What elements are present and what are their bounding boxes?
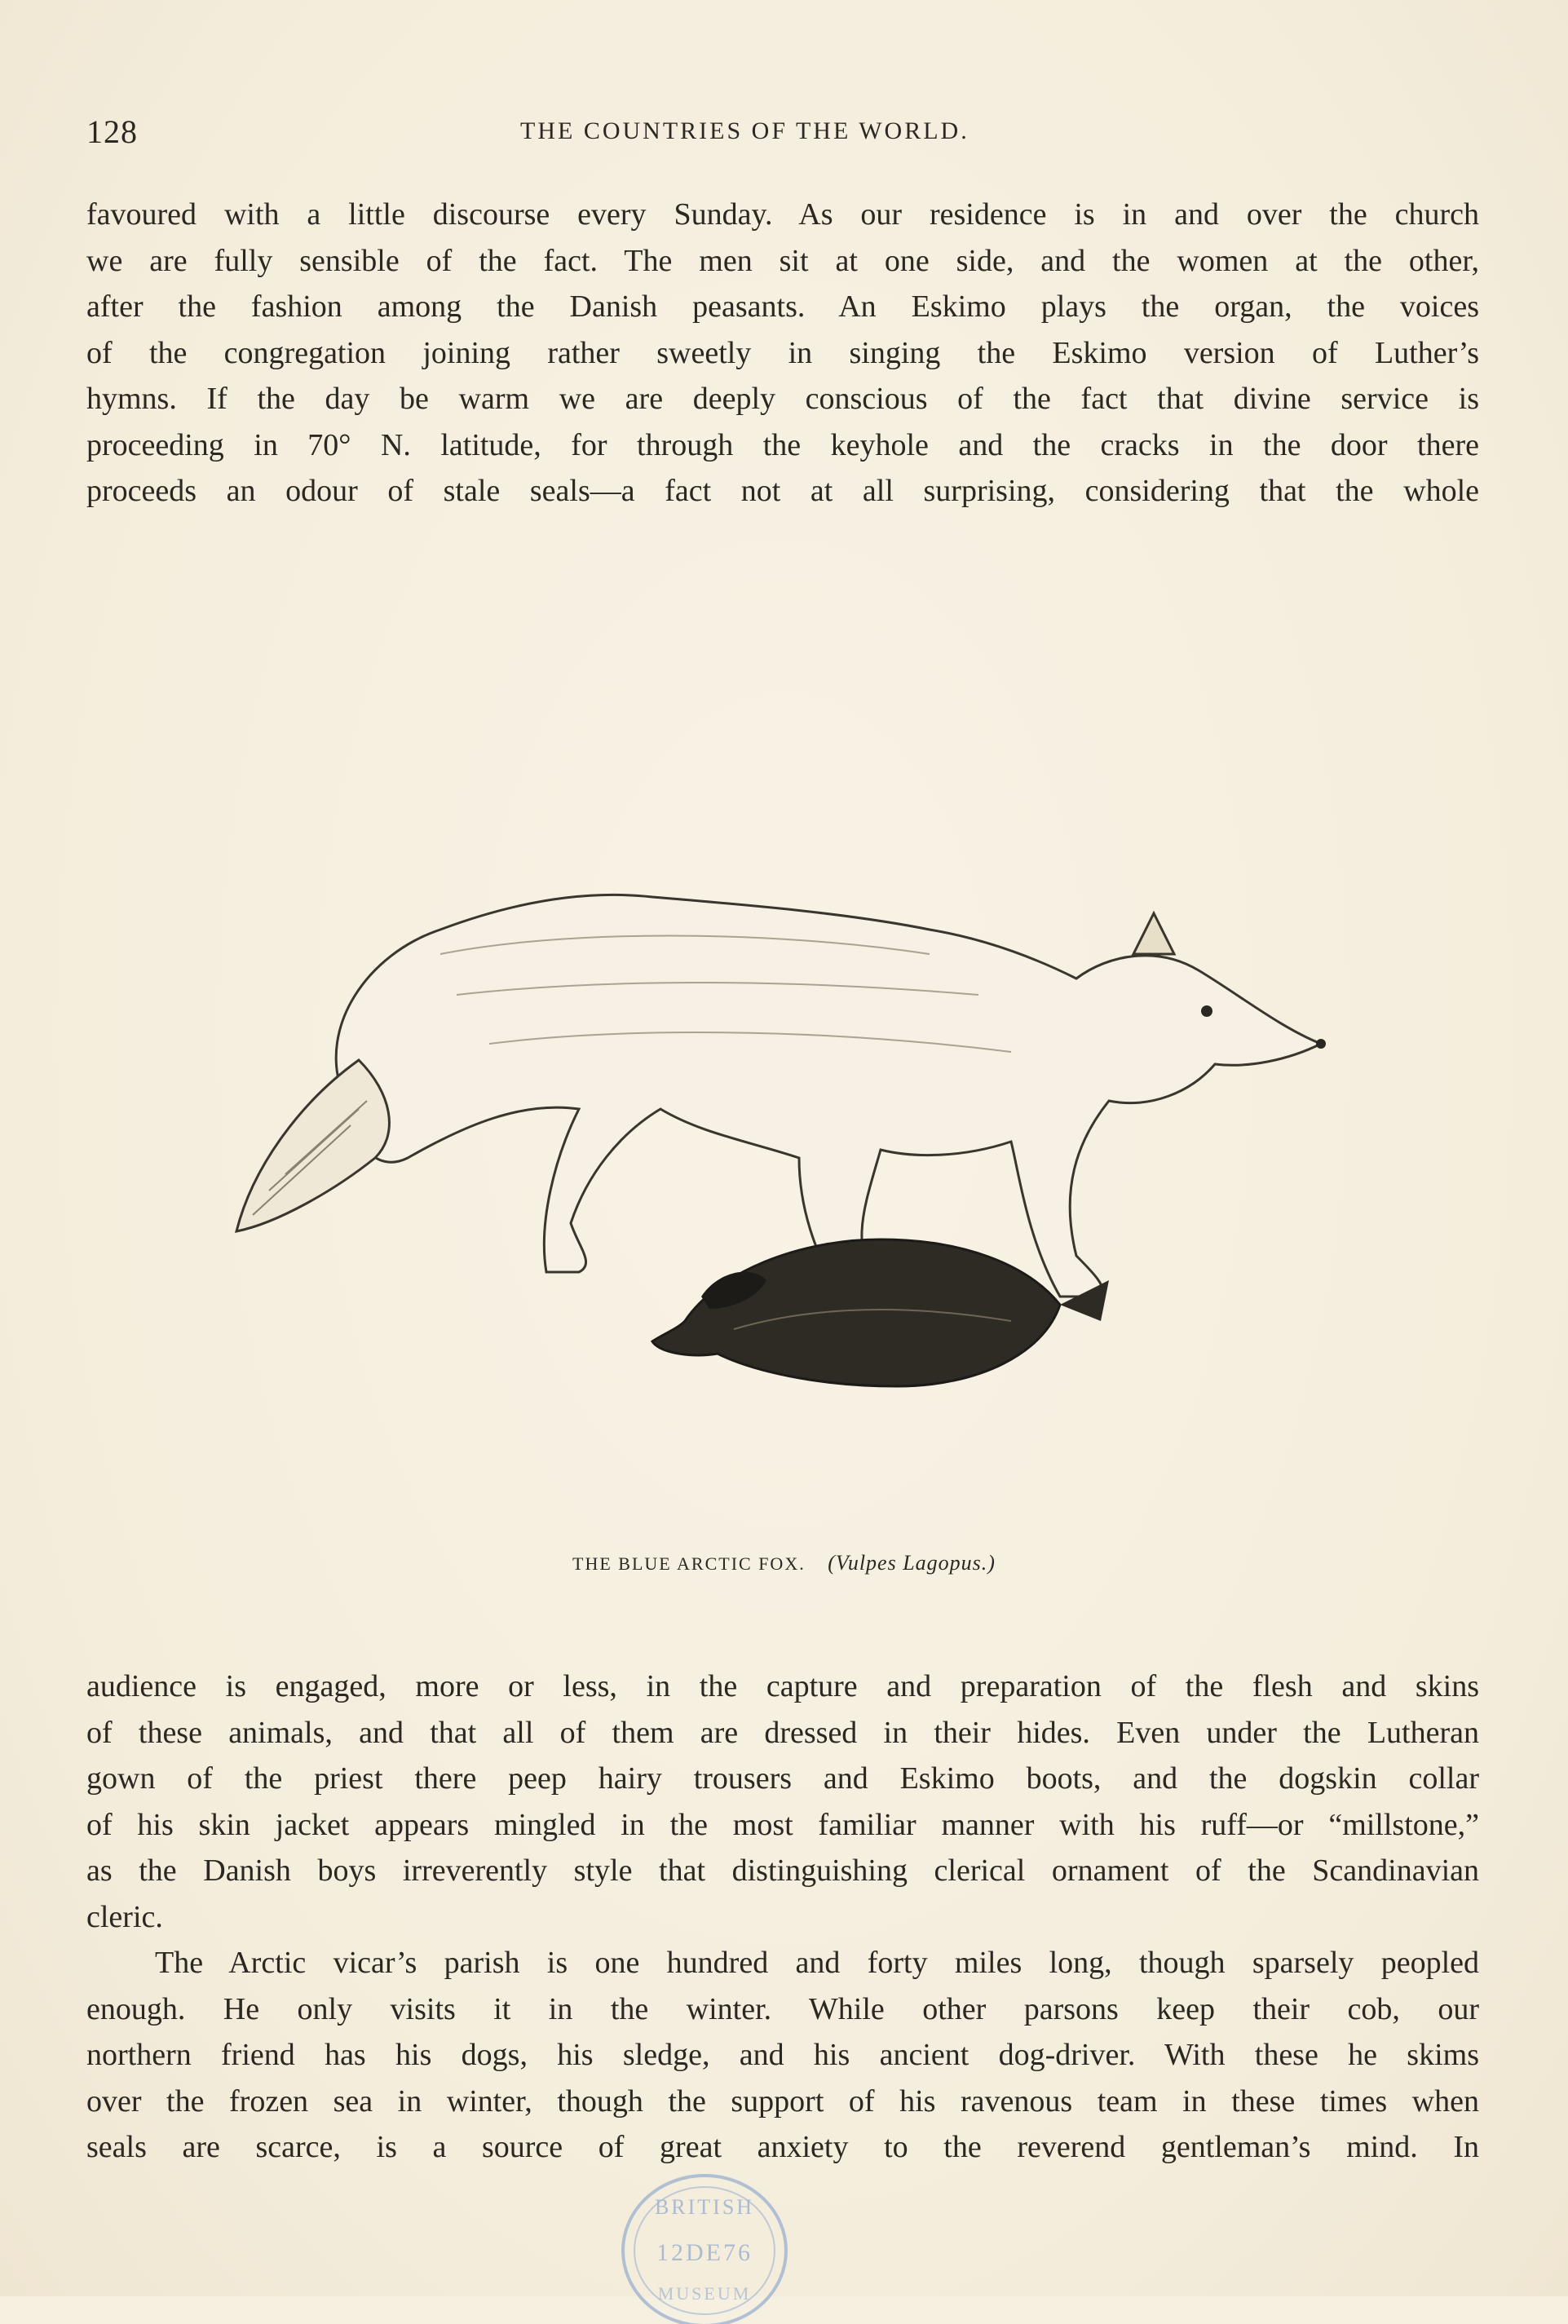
library-stamp (613, 2169, 796, 2324)
body-text-top (86, 192, 1479, 515)
stamp-date-text: 12DE76 (656, 2239, 753, 2266)
text-line: as the Danish boys irreverently style that distinguishing clerical ornament of the Scandinavian (86, 1853, 1479, 1888)
text-line: over the frozen sea in winter, though the support of his ravenous team in these times when (86, 2083, 1479, 2119)
arctic-fox-engraving (196, 571, 1370, 1533)
text-line: cleric. (86, 1899, 163, 1934)
text-line: seals are scarce, is a source of great anxiety to the reverend gentleman’s mind. In (86, 2130, 1479, 2164)
caption-scientific-name: (Vulpes Lagopus.) (828, 1551, 996, 1575)
stamp-top-text: BRITISH (654, 2195, 755, 2219)
body-text-bottom (86, 1663, 1479, 2171)
text-line: of the congregation joining rather sweetly in singing the Eskimo version of Luther’s (86, 335, 1479, 370)
caption-main: THE BLUE ARCTIC FOX. (572, 1553, 806, 1574)
figure-caption (0, 1551, 1568, 1575)
running-head (0, 113, 1568, 153)
running-head-title: THE COUNTRIES OF THE WORLD. (520, 117, 970, 144)
stamp-bottom-text: MUSEUM (657, 2283, 752, 2304)
text-line: of his skin jacket appears mingled in the most familiar manner with his ruff—or “millstone,” (86, 1807, 1479, 1842)
text-line: The Arctic vicar’s parish is one hundred and forty miles long, though sparsely peopled (155, 1946, 1479, 1980)
text-line: gown of the priest there peep hairy trousers and Eskimo boots, and the dogskin collar (86, 1761, 1479, 1796)
text-line: favoured with a little discourse every Sunday. As our residence is in and over the church (86, 197, 1479, 232)
text-line: audience is engaged, more or less, in the capture and preparation of the flesh and skins (86, 1669, 1479, 1703)
page-number: 128 (86, 113, 138, 150)
text-line: northern friend has his dogs, his sledge, and his ancient dog-driver. With these he skims (86, 2038, 1479, 2072)
text-line: proceeds an odour of stale seals—a fact not at all surprising, considering that the whole (86, 474, 1479, 508)
text-line: after the fashion among the Danish peasants. An Eskimo plays the organ, the voices (86, 289, 1479, 324)
text-line: we are fully sensible of the fact. The men sit at one side, and the women at the other, (86, 243, 1479, 278)
text-line: of these animals, and that all of them are dressed in their hides. Even under the Lutheran (86, 1715, 1479, 1750)
text-line: enough. He only visits it in the winter. While other parsons keep their cob, our (86, 1991, 1479, 2026)
text-line: hymns. If the day be warm we are deeply conscious of the fact that divine service is (86, 382, 1479, 416)
text-line: proceeding in 70° N. latitude, for through the keyhole and the cracks in the door there (86, 427, 1479, 462)
